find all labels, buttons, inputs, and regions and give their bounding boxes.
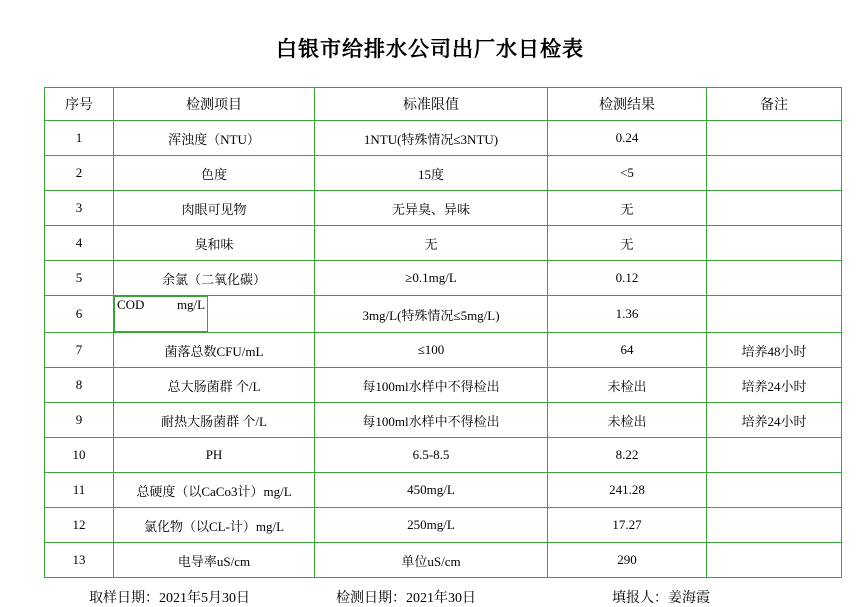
cell-note [707,261,842,296]
cell-note [707,508,842,543]
cell-result: 0.24 [548,121,707,156]
page-title: 白银市给排水公司出厂水日检表 [276,37,584,61]
cell-item: 总大肠菌群 个/L [114,368,315,403]
cell-item: 菌落总数CFU/mL [114,333,315,368]
table-row [45,473,842,508]
cell-std: 250mg/L [315,508,548,543]
cell-note: 培养24小时 [707,368,842,403]
cell-std: 1NTU(特殊情况≤3NTU) [315,121,548,156]
cell-item: 浑浊度（NTU） [114,121,315,156]
cell-item: 臭和味 [114,226,315,261]
cell-note [707,438,842,473]
cell-std: 单位uS/cm [315,543,548,578]
cell-std: 3mg/L(特殊情况≤5mg/L) [315,296,548,333]
cell-note [707,226,842,261]
table-row [45,191,842,226]
cell-note [707,543,842,578]
cell-no: 4 [45,226,114,261]
cell-item: 肉眼可见物 [114,191,315,226]
cell-item: 耐热大肠菌群 个/L [114,403,315,438]
cell-result: 未检出 [548,403,707,438]
cell-result: 290 [548,543,707,578]
cell-std: 无异臭、异味 [315,191,548,226]
report-table-wrapper [44,87,816,578]
header-cell-std: 标准限值 [315,88,548,121]
table-row [45,261,842,296]
table-row [45,368,842,403]
cell-result: <5 [548,156,707,191]
table-row [45,296,842,333]
cell-std: ≤100 [315,333,548,368]
table-header-row [45,88,842,121]
cell-note [707,156,842,191]
cell-result: 17.27 [548,508,707,543]
testing-date: 检测日期：2021年30日 [336,591,476,606]
cell-note [707,121,842,156]
table-body [45,121,842,578]
table-row [45,226,842,261]
cell-no: 2 [45,156,114,191]
cell-item: 色度 [114,156,315,191]
cell-item: COD mg/L [114,296,208,332]
cell-note [707,473,842,508]
header-cell-result: 检测结果 [548,88,707,121]
cell-result: 无 [548,226,707,261]
sampling-date: 取样日期：2021年5月30日 [89,591,250,606]
cell-no: 9 [45,403,114,438]
cell-note: 培养48小时 [707,333,842,368]
cell-no: 12 [45,508,114,543]
table-row [45,438,842,473]
cell-item: PH [114,438,315,473]
cell-no: 13 [45,543,114,578]
footer-row [44,587,816,607]
table-row [45,156,842,191]
cell-result: 8.22 [548,438,707,473]
cell-note [707,296,842,333]
cell-std: 每100ml水样中不得检出 [315,368,548,403]
cell-result: 未检出 [548,368,707,403]
table-header [45,88,842,121]
header-cell-item: 检测项目 [114,88,315,121]
cell-std: 450mg/L [315,473,548,508]
cell-item: 氯化物（以CL-计）mg/L [114,508,315,543]
table-row [45,333,842,368]
cell-std: 6.5-8.5 [315,438,548,473]
header-cell-no: 序号 [45,88,114,121]
cell-item: 电导率uS/cm [114,543,315,578]
cell-no: 5 [45,261,114,296]
cell-result: 64 [548,333,707,368]
cell-result: 0.12 [548,261,707,296]
cell-no: 3 [45,191,114,226]
table-row [45,121,842,156]
cell-item: 总硬度（以CaCo3计）mg/L [114,473,315,508]
table-row [45,403,842,438]
table-row [45,543,842,578]
cell-no: 8 [45,368,114,403]
cell-note [707,191,842,226]
cell-std: ≥0.1mg/L [315,261,548,296]
header-cell-note: 备注 [707,88,842,121]
cell-std: 每100ml水样中不得检出 [315,403,548,438]
cell-std: 15度 [315,156,548,191]
cell-item: 余氯（二氧化碳） [114,261,315,296]
cell-no: 11 [45,473,114,508]
cell-no: 1 [45,121,114,156]
reporter-name: 填报人：姜海霞 [612,591,710,606]
cell-std: 无 [315,226,548,261]
cell-no: 10 [45,438,114,473]
table-row [45,508,842,543]
cell-note: 培养24小时 [707,403,842,438]
cell-result: 无 [548,191,707,226]
cell-no: 7 [45,333,114,368]
cell-result: 241.28 [548,473,707,508]
water-quality-table [44,87,842,578]
cell-no: 6 [45,296,114,333]
cell-result: 1.36 [548,296,707,333]
